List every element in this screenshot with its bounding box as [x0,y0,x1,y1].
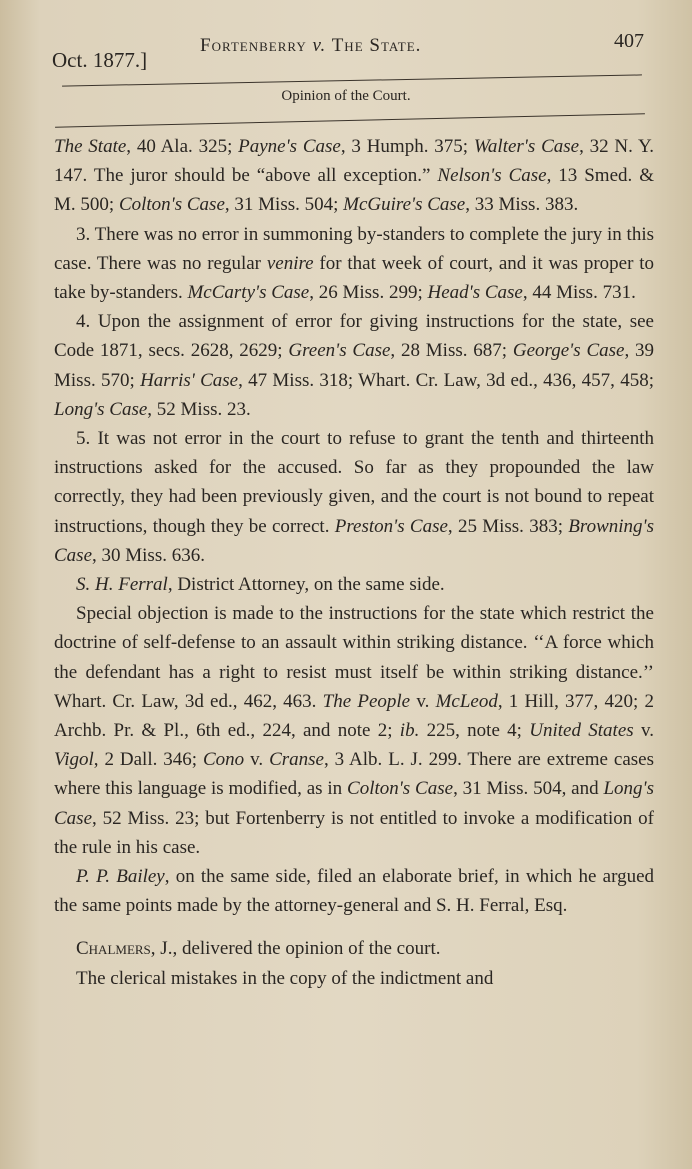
paragraph-district-attorney: S. H. Ferral, District Attorney, on the same side. [76,574,445,596]
running-head [52,26,652,72]
case-title-versus: v. [312,35,327,56]
case-title-part-a: Fortenberry [200,35,307,56]
header-rule-top [62,74,642,86]
paragraph-self-defense: Special objection is made to the instructions for the state which restrict the doctrine of self-defense to an assault within striking distance. ‘‘A force which the defendant has a right to resist must itself be within striking distance.’’ Whart. Cr. Law, 3d ed., 462, 463. The People v. McLeod, 1 Hill, 377, 420; 2 Archb. Pr. & Pl., 6th ed., 224, and note 2; ib. 225, note 4; United States v. Vigol, 2 Dall. 346; Cono v. Cranse, 3 Alb. L. J. 299. There are extreme cases where this language is modified, as in Colton's Case, 31 Miss. 504, and Long's Case, 52 Miss. 23; but Fortenberry is not entitled to invoke a modification of the rule in his case. [54,603,654,858]
paragraph-point-4: 4. Upon the assignment of error for giving instructions for the state, see Code 1871, secs. 2628, 2629; Green's Case, 28 Miss. 687; George's Case, 39 Miss. 570; Harris' Case, 47 Miss. 318; Whart. Cr. Law, 3d ed., 436, 457, 458; Long's Case, 52 Miss. 23. [54,311,655,420]
paragraph-opinion-delivered: Chalmers, J., delivered the opinion of the court. [76,938,441,960]
term-date: Oct. 1877.] [52,48,148,72]
page-number: 407 [614,30,644,52]
body-text [54,132,654,993]
case-title [200,35,421,57]
paragraph-point-5: 5. It was not error in the court to refuse to grant the tenth and thirteenth instructions asked for the accused. So far as they propounded the law correctly, they had been previously given, and the court is not bound to repeat instructions, though they be correct. Preston's Case, 25 Miss. 383; Browning's Case, 30 Miss. 636. [54,428,655,566]
paragraph-citations-1: The State, 40 Ala. 325; Payne's Case, 3 Humph. 375; Walter's Case, 32 N. Y. 147. The juror should be “above all exception.” Nelson's Case, 13 Smed. & M. 500; Colton's Case, 31 Miss. 504; McGuire's Case, 33 Miss. 383. [54,136,655,216]
paragraph-opinion-start: The clerical mistakes in the copy of the indictment and [76,967,494,989]
paragraph-point-3: 3. There was no error in summoning by-standers to complete the jury in this case. There was no regular venire for that week of court, and it was proper to take by-standers. McCarty's Case, 26 Miss. 299; Head's Case, 44 Miss. 731. [54,223,654,304]
section-subheading: Opinion of the Court. [281,88,411,104]
paragraph-bailey-brief: P. P. Bailey, on the same side, filed an elaborate brief, in which he argued the same points made by the attorney-general and S. H. Ferral, Esq. [54,866,654,917]
case-title-part-b: The State. [331,35,422,56]
header-rule-bottom [55,113,645,127]
